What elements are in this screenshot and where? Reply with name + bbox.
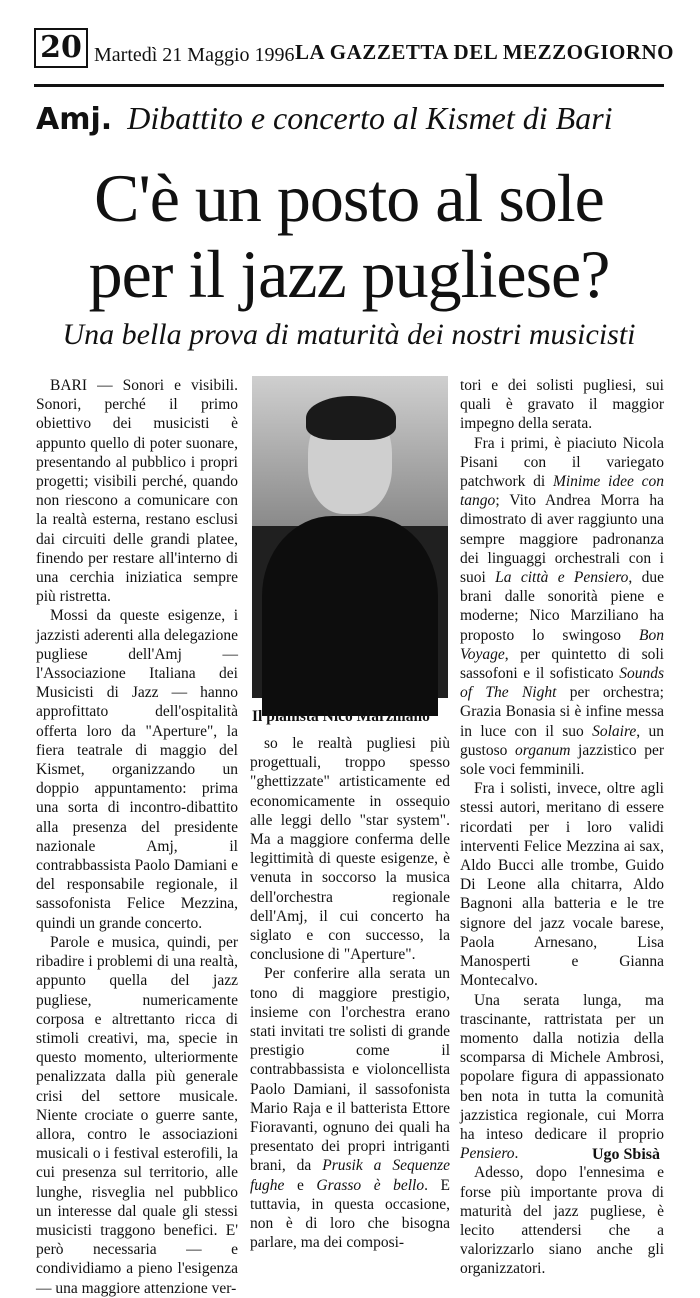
paragraph: Adesso, dopo l'ennesima e forse più importante prova di maturità del jazz pugliese, è lecito attendersi che a valorizzarlo siano anche gli organizzatori. (460, 1164, 664, 1278)
paragraph: Parole e musica, quindi, per ribadire i problemi di una realtà, appunto quella del jazz pugliese, numericamente corposa e altrettanto ricca di stimoli creativi, ma, specie in questo momento, ulteriormente penalizzata dalla più generale crisi del settore musicale. Niente crociate o guerre sante, allora, contro le associazioni musicali o i festival esterofili, la cui presenza sul territorio, alle lunghe, risveglia nel pubblico un interesse dal quale gli stessi musicisti traggono benefici. E' però necessaria — e condividiamo a pieno l'esigenza — una maggiore attenzione ver- (36, 933, 238, 1297)
kicker (36, 100, 613, 137)
paragraph: Fra i solisti, invece, oltre agli stessi autori, meritano di essere ricordati per i loro validi interventi Felice Mezzina ai sax, Aldo Bucci alle trombe, Guido Di Leone alla chitarra, Aldo Bagnoni alla batteria e le tre signore del jazz vocale barese, Paola Arnesano, Lisa Manosperti e Gianna Montecalvo. (460, 780, 664, 990)
article-column-1 (36, 376, 238, 1297)
kicker-text: Dibattito e concerto al Kismet di Bari (127, 100, 613, 136)
paragraph: Per conferire alla serata un tono di maggiore prestigio, insieme con l'orchestra erano stati invitati tre solisti di grande prestigio come il contrabbassista e violoncellista Paolo Damiani, il sassofonista Mario Raja e il batterista Ettore Fioravanti, ognuno dei quali ha presentato dei propri intriganti brani, da Prusik a Sequenze fughe e Grasso è bello. E tuttavia, in questa occasione, non è di loro che bisogna parlare, ma dei composi- (250, 965, 450, 1252)
standfirst: Una bella prova di maturità dei nostri musicisti (62, 318, 636, 351)
paragraph: Una serata lunga, ma trascinante, rattristata per un momento dalla notizia della scomparsa di Michele Ambrosi, popolare figura di appassionato ben nota in tutta la comunità jazzistica regionale, cui Morra ha inteso dedicare il proprio Pensiero. (460, 991, 664, 1163)
article-column-2 (250, 734, 450, 1252)
paragraph: BARI — Sonori e visibili. Sonori, perché il primo obiettivo dei musicisti è appunto quello di poter suonare, presentando al pubblico i propri progetti; visibili perché, quando non riescono a comunicare con la realtà esterna, restano esclusi dai circuiti delle grandi platee, finendo per restare all'interno di una cerchia iniziatica sempre più ristretta. (36, 377, 238, 606)
page-number: 20 (34, 28, 88, 68)
paragraph: tori e dei solisti pugliesi, sui quali è gravato il maggior impegno della serata. (460, 377, 664, 433)
photo-caption: Il pianista Nico Marziliano (252, 708, 430, 725)
photo-figure-hair (306, 396, 396, 440)
paragraph: Mossi da queste esigenze, i jazzisti aderenti alla delegazione pugliese dell'Amj — l'Associazione Italiana dei Musicisti di Jazz — hanno approfittato dell'ospitalità offerta loro da "Aperture", la fiera teatrale di maggio del Kismet, organizzando un doppio appuntamento: prima una sorta di incontro-dibattito alla presenza del presidente nazionale Amj, il contrabbassista Paolo Damiani e del responsabile regionale, il sassofonista Felice Mezzina, quindi un grande concerto. (36, 607, 238, 932)
paragraph: Fra i primi, è piaciuto Nicola Pisani con il variegato patchwork di Minime idee con tango; Vito Andrea Morra ha dimostrato di aver raggiunto una sempre maggiore padronanza dei linguaggi orchestrali con i suoi La città e Pensiero, due brani dalle sonorità piene e moderne; Nico Marziliano ha proposto lo swingoso Bon Voyage, per quintetto di soli sassofoni e il sofisticato Sounds of The Night per orchestra; Grazia Bonasia si è infine messa in luce con il suo Solaire, un gustoso organum jazzistico per sole voci femminili. (460, 434, 664, 779)
headline-line-1: C'è un posto al sole (94, 160, 604, 236)
newspaper-name: LA GAZZETTA DEL MEZZOGIORNO (295, 40, 674, 64)
headline-line-2: per il jazz pugliese? (88, 236, 610, 312)
byline: Ugo Sbisà (591, 1146, 660, 1163)
masthead-rule (34, 84, 664, 87)
paragraph: so le realtà pugliesi più progettuali, troppo spesso "ghettizzate" artisticamente ed economicamente in ossequio alle leggi dello "star system". Ma a maggiore conferma delle legittimità di queste esigenze, è venuta in soccorso la musica dell'orchestra regionale dell'Amj, il cui concerto ha siglato e con successo, la conclusione di "Aperture". (250, 735, 450, 964)
issue-date: Martedì 21 Maggio 1996 (94, 44, 295, 66)
headline (34, 160, 664, 312)
photo-figure-body (262, 516, 438, 716)
kicker-tag: Amj. (36, 102, 113, 137)
masthead (34, 28, 674, 76)
pianist-photo (252, 376, 448, 698)
